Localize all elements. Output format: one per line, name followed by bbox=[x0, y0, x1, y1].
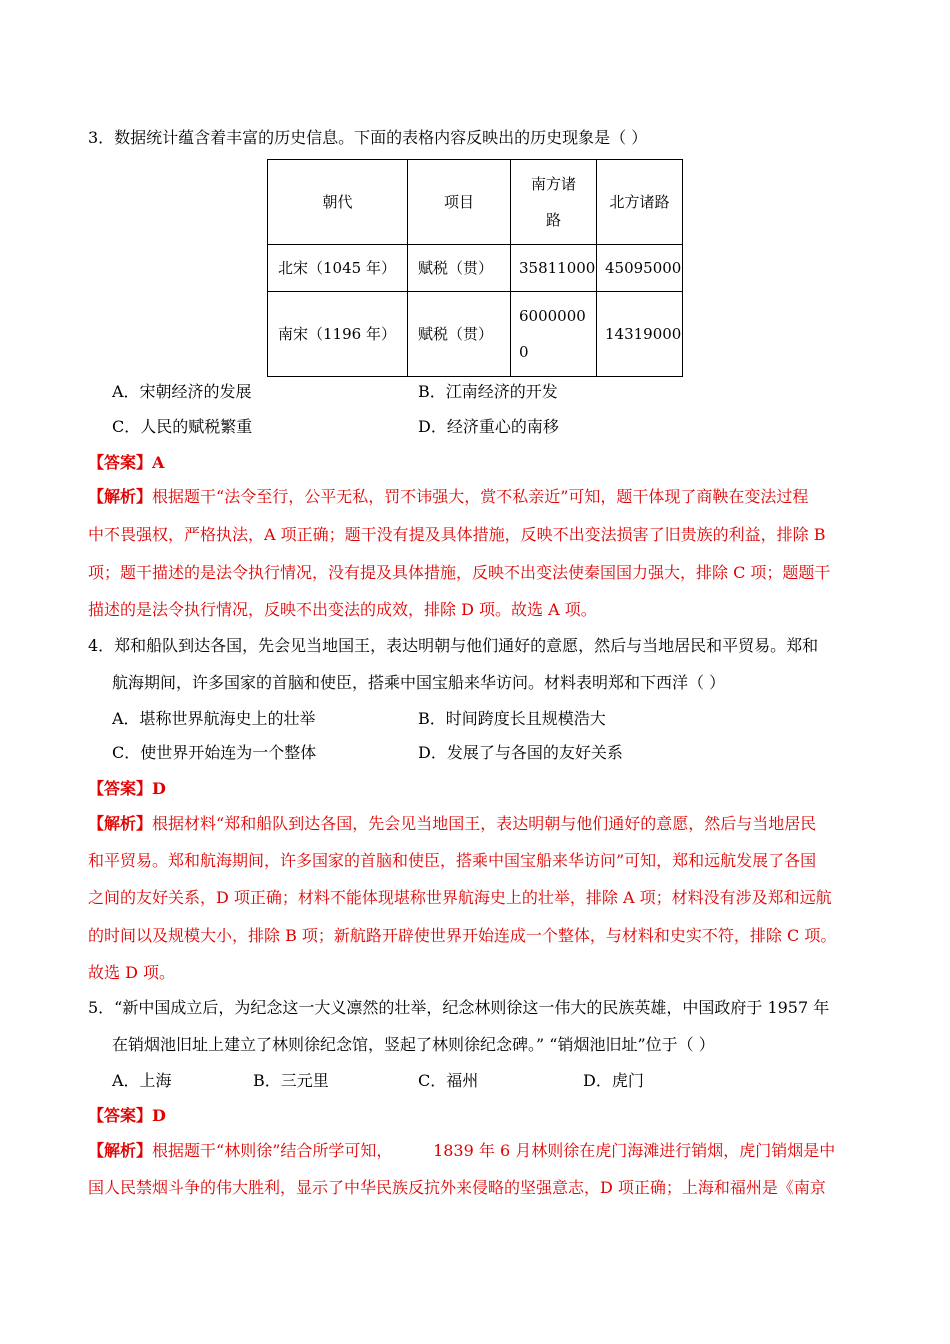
q3-option-c: C．人民的赋税繁重 bbox=[112, 417, 253, 436]
table-header-row bbox=[268, 160, 683, 245]
q3-stem: 3．数据统计蕴含着丰富的历史信息。下面的表格内容反映出的历史现象是（ ） bbox=[88, 128, 648, 147]
header-south-part1: 南方诸 bbox=[530, 175, 576, 193]
q5-option-d: D．虎门 bbox=[583, 1071, 644, 1090]
q5-option-b: B．三元里 bbox=[253, 1071, 329, 1090]
q4-stem-line: 4．郑和船队到达各国，先会见当地国王，表达明朝与他们通好的意愿，然后与当地居民和平贸易。郑和 bbox=[88, 636, 819, 655]
header-south bbox=[511, 160, 597, 245]
q3-option-b: B．江南经济的开发 bbox=[418, 382, 558, 401]
cell-item: 赋税（贯） bbox=[408, 292, 511, 377]
q3-analysis-label: 【解析】 bbox=[88, 487, 153, 506]
table-row bbox=[268, 292, 683, 377]
q5-answer: 【答案】D bbox=[88, 1106, 166, 1125]
q4-analysis-line: 和平贸易。郑和航海期间，许多国家的首脑和使臣，搭乘中国宝船来华访问”可知，郑和远航发展了各国 bbox=[88, 851, 817, 870]
q4-analysis-label: 【解析】 bbox=[88, 814, 153, 833]
cell-south-part1: 6000000 bbox=[519, 307, 586, 325]
q4-answer: 【答案】D bbox=[88, 779, 166, 798]
q5-option-a: A．上海 bbox=[112, 1071, 172, 1090]
q4-option-c: C．使世界开始连为一个整体 bbox=[112, 743, 317, 762]
q4-stem-line: 航海期间，许多国家的首脑和使臣，搭乘中国宝船来华访问。材料表明郑和下西洋（ ） bbox=[112, 673, 726, 692]
cell-north: 14319000 bbox=[597, 292, 683, 377]
q4-analysis-line bbox=[88, 814, 816, 834]
cell-south-part2: 0 bbox=[519, 343, 529, 361]
cell-item: 赋税（贯） bbox=[408, 245, 511, 292]
header-south-part2: 路 bbox=[545, 211, 561, 229]
cell-south bbox=[511, 292, 597, 377]
q3-option-a: A．宋朝经济的发展 bbox=[112, 382, 252, 401]
q4-analysis-line: 故选 D 项。 bbox=[88, 963, 176, 982]
q3-analysis-line: 中不畏强权，严格执法，A 项正确；题干没有提及具体措施，反映不出变法损害了旧贵族的利益，排除 B bbox=[88, 525, 826, 544]
q5-analysis-label: 【解析】 bbox=[88, 1141, 153, 1160]
header-north: 北方诸路 bbox=[597, 160, 683, 245]
q5-option-c: C．福州 bbox=[418, 1071, 479, 1090]
cell-south: 35811000 bbox=[511, 245, 597, 292]
q4-analysis-line: 的时间以及规模大小，排除 B 项；新航路开辟使世界开始连成一个整体，与材料和史实不符，排除 C 项。 bbox=[88, 926, 837, 945]
q4-option-d: D．发展了与各国的友好关系 bbox=[418, 743, 623, 762]
q5-stem-line: 5．“新中国成立后，为纪念这一大义凛然的壮举，纪念林则徐这一伟大的民族英雄，中国政府于 1957 年 bbox=[88, 998, 830, 1017]
header-item: 项目 bbox=[408, 160, 511, 245]
q3-option-d: D．经济重心的南移 bbox=[418, 417, 559, 436]
q3-answer: 【答案】A bbox=[88, 453, 165, 472]
q4-analysis-line: 之间的友好关系，D 项正确；材料不能体现堪称世界航海史上的壮举，排除 A 项；材料没有涉及郑和远航 bbox=[88, 888, 832, 907]
q3-analysis-line bbox=[88, 487, 808, 507]
q3-analysis-line: 描述的是法令执行情况，反映不出变法的成效，排除 D 项。故选 A 项。 bbox=[88, 600, 597, 619]
table-row bbox=[268, 245, 683, 292]
q4-option-a: A．堪称世界航海史上的壮举 bbox=[112, 709, 316, 728]
q5-analysis-line: 国人民禁烟斗争的伟大胜利，显示了中华民族反抗外来侵略的坚强意志，D 项正确；上海和福州是《南京 bbox=[88, 1178, 826, 1197]
q5-analysis-text: 根据题干“林则徐”结合所学可知， 1839 年 6 月林则徐在虎门海滩进行销烟，虎门销烟是中 bbox=[152, 1141, 836, 1160]
cell-dynasty: 北宋（1045 年） bbox=[268, 245, 408, 292]
q5-stem-line: 在销烟池旧址上建立了林则徐纪念馆，竖起了林则徐纪念碑。” “销烟池旧址”位于（ ） bbox=[112, 1035, 715, 1054]
tax-table bbox=[267, 159, 683, 377]
cell-dynasty: 南宋（1196 年） bbox=[268, 292, 408, 377]
q4-analysis-text: 根据材料“郑和船队到达各国，先会见当地国王，表达明朝与他们通好的意愿，然后与当地居民 bbox=[152, 814, 817, 833]
header-dynasty: 朝代 bbox=[268, 160, 408, 245]
q3-analysis-line: 项；题干描述的是法令执行情况，没有提及具体措施，反映不出变法使秦国国力强大，排除 C 项；题题干 bbox=[88, 563, 831, 582]
q4-option-b: B．时间跨度长且规模浩大 bbox=[418, 709, 606, 728]
q3-analysis-text: 根据题干“法令至行，公平无私，罚不讳强大，赏不私亲近”可知，题干体现了商鞅在变法过程 bbox=[152, 487, 809, 506]
q5-analysis-line bbox=[88, 1141, 835, 1161]
cell-north: 45095000 bbox=[597, 245, 683, 292]
